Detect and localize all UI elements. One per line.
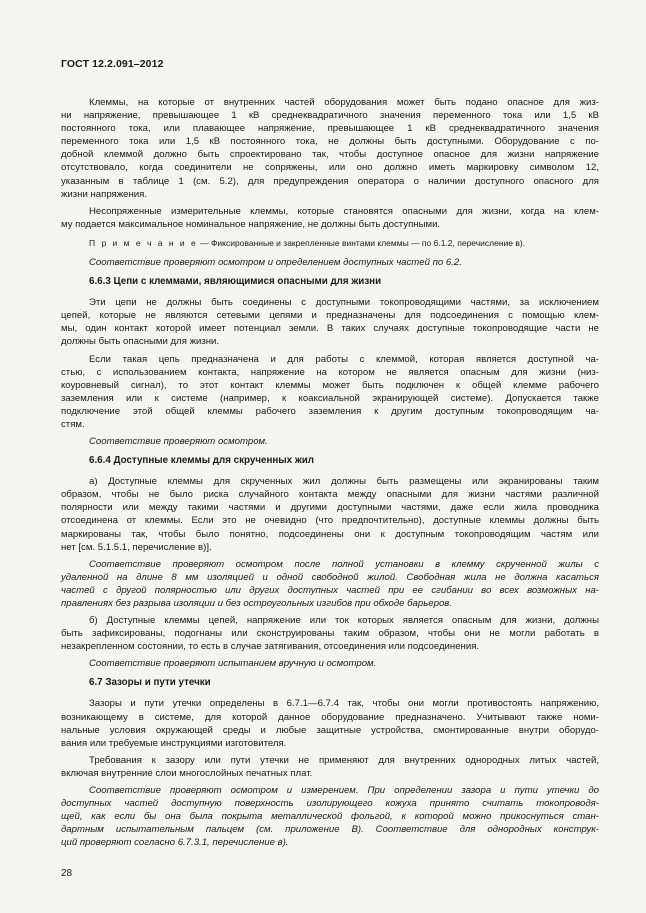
- text-line: дартным испытательным пальцем (см. приложение В). Соответствие для однородных конструк-: [61, 824, 599, 836]
- text-line: незакрепленном состоянии, то есть в случае затягивания, отсоединения или подсоединения.: [61, 641, 480, 653]
- text-line: щей, как если бы она была покрыта металлической фольгой, к которой можно прикоснуться стан-: [61, 811, 599, 823]
- paragraph-low-level-signal: [61, 353, 599, 432]
- page-header: ГОСТ 12.2.091–2012: [61, 58, 164, 70]
- text-line: ни напряжение, превышающее 1 кВ среднеквадратичного значения переменного тока или 1,5 кВ: [61, 110, 599, 122]
- text-line: Если такая цепь предназначена и для работы с клеммой, которая является доступной ча-: [89, 353, 599, 365]
- text-line: нет [см. 5.1.5.1, перечисление в)].: [61, 541, 212, 553]
- paragraph-measuring-terminals: [61, 205, 599, 231]
- text-line: ций проверяют согласно 6.7.3.1, перечисление в).: [61, 837, 289, 849]
- text-line: быть зафиксированы, подогнаны или сконструированы таким образом, чтобы они не могли работать в: [61, 628, 599, 640]
- text-line: мы, один контакт которой имеет потенциал земли. В таких случаях доступные токопроводящие части не: [61, 323, 599, 335]
- text-line: Эти цепи не должны быть соединены с доступными токопроводящими частями, за исключением: [89, 297, 599, 309]
- paragraph-terminals: [61, 96, 599, 201]
- text-line: коуровневый сигнал), то этот контакт клеммы может быть подключен к общей клемме рабочего: [61, 379, 599, 391]
- text-line: добной клеммой должно быть спроектировано так, чтобы доступное опасное для жизни напряжение: [61, 149, 599, 161]
- page-number: 28: [61, 868, 73, 879]
- text-line: Требования к зазору или пути утечки не применяют для внутренних однородных литых частей,: [89, 754, 599, 766]
- text-line: образом, чтобы не было риска случайного контакта между опасными для жизни частями различной: [61, 489, 599, 501]
- note-text: — Фиксированные и закрепленные винтами клеммы — по 6.1.2, перечисление в).: [197, 237, 526, 248]
- text-line: маркированы так, чтобы было понятно, подсоединены они к доступным токопроводящим частям или: [61, 528, 599, 540]
- text-line: а) Доступные клеммы для скрученных жил должны быть размещены или экранированы таким: [89, 476, 599, 488]
- compliance-paragraph-clearances: [61, 784, 599, 849]
- text-line: жизни напряжения.: [61, 188, 148, 200]
- text-line: постоянного тока, или плавающее напряжение, превышающее 1 кВ среднеквадратичного значения: [61, 123, 599, 135]
- section-heading-6-6-3: 6.6.3 Цепи с клеммами, являющимися опасными для жизни: [89, 276, 382, 288]
- text-line: должны быть опасными для жизни.: [61, 336, 220, 348]
- text-line: доступных частей доступную поверхность изолирующего кожуха принято считать токопроводя-: [61, 798, 599, 810]
- text-line: цепей, которые не являются сетевыми цепями и предназначены для подсоединения с помощью клем-: [61, 310, 599, 322]
- compliance-paragraph-stranded: [61, 558, 599, 610]
- text-line: нальные условия окружающей среды и любые защитные устройства, смонтированные внутри оборудо-: [61, 724, 599, 736]
- section-heading-6-7: 6.7 Зазоры и пути утечки: [89, 677, 211, 689]
- paragraph-stranded-b: [61, 614, 599, 653]
- paragraph-circuits: [61, 296, 599, 348]
- text-line: Соответствие проверяют осмотром после полной установки в клемму скрученной жилы с: [89, 558, 599, 570]
- text-line: отсутствовало, когда соединители не сопряжены, или оно должно иметь маркировку символом 12,: [61, 162, 599, 174]
- text-line: Клеммы, на которые от внутренних частей оборудования может быть подано опасное для жиз-: [89, 97, 599, 108]
- paragraph-stranded-a: [61, 475, 599, 554]
- paragraph-clearances: [61, 697, 599, 749]
- text-line: стям.: [61, 418, 85, 430]
- text-line: Соответствие проверяют осмотром и определением доступных частей по 6.2.: [89, 257, 462, 269]
- text-line: указанным в таблице 1 (см. 5.2), для предупреждения оператора о наличии доступного опасного для: [61, 175, 599, 187]
- compliance-line: [61, 657, 599, 670]
- text-line: Несопряженные измерительные клеммы, которые становятся опасными для жизни, когда на клем-: [89, 205, 599, 217]
- note-label: П р и м е ч а н и е: [89, 237, 198, 248]
- text-line: вания или требуемые инструкциями изготовителя.: [61, 737, 287, 749]
- compliance-line: [61, 435, 599, 448]
- text-line: удаленной на длине 8 мм изоляцией и одной свободной жилой. Свободная жила не должна касаться: [61, 571, 599, 583]
- text-line: стью, с использованием контакта, напряжение на котором не является опасным для жизни (низ-: [61, 366, 599, 378]
- text-line: Соответствие проверяют осмотром.: [89, 436, 268, 448]
- section-heading-6-6-4: 6.6.4 Доступные клеммы для скрученных жил: [89, 455, 315, 467]
- text-line: Зазоры и пути утечки определены в 6.7.1—6.7.4 так, чтобы они могли противостоять напряжению,: [89, 698, 599, 710]
- text-line: б) Доступные клеммы цепей, напряжение или ток которых является опасным для жизни, должны: [89, 615, 599, 627]
- text-line: заземления или к системе (например, к коаксиальной экранирующей системе). Допускается также: [61, 392, 599, 404]
- text-line: подключение этой общей клеммы рабочего заземления к другим доступным токопроводящим ча-: [61, 405, 599, 417]
- text-line: правлениях без разрыва изоляции и без остроугольных изгибов при обходе барьеров.: [61, 598, 452, 609]
- text-line: отсоединена от клеммы. Если это не очевидно (что предпочтительно), доступные клеммы должны быть: [61, 515, 599, 527]
- text-line: включая внутренние слои многослойных печатных плат.: [61, 767, 313, 779]
- note: [61, 237, 599, 250]
- text-line: частей с другой полярностью или других доступных частей при ее сгибании во всех возможных на-: [61, 584, 599, 596]
- text-line: полярности или между такими частями и другими доступными частями, даже если жила проводника: [61, 502, 599, 514]
- page-content: [61, 96, 599, 854]
- text-line: Соответствие проверяют испытанием вручную и осмотром.: [89, 658, 377, 670]
- compliance-line: [61, 256, 599, 269]
- text-line: му подается максимальное номинальное напряжение, не должны быть доступными.: [61, 218, 441, 230]
- paragraph-internal-parts: [61, 754, 599, 780]
- text-line: возникающему в системе, для которой данное оборудование предназначено. Учитывают также номи-: [61, 711, 599, 723]
- text-line: Соответствие проверяют осмотром и измерением. При определении зазора и пути утечки до: [89, 785, 599, 797]
- text-line: переменного тока или 1,5 кВ постоянного тока, не должны быть доступными. Оборудование с по-: [61, 136, 599, 148]
